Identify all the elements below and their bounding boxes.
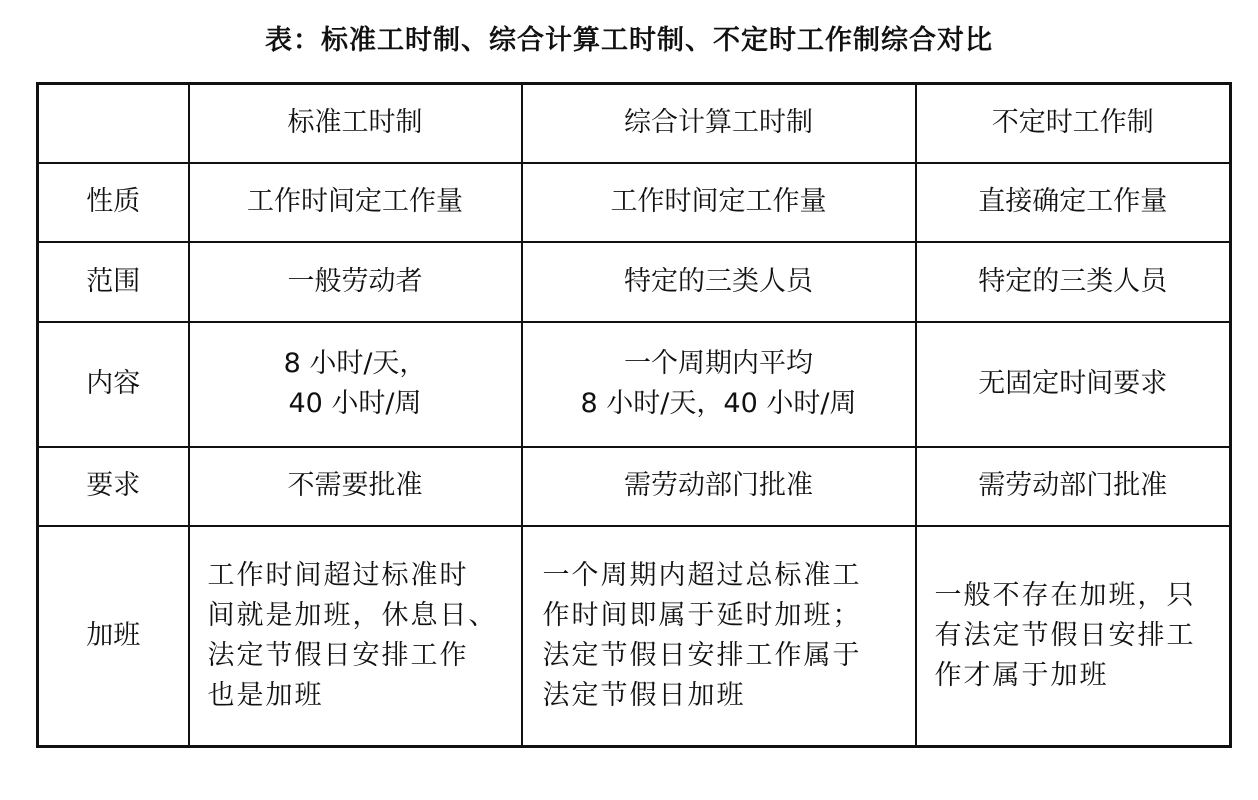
- cell-nature-flexible: [916, 163, 1231, 242]
- cell-line: 作时间即属于延时加班；: [542, 599, 862, 631]
- cell-line: 法定节假日加班: [542, 679, 746, 711]
- cell-line: 有法定节假日安排工: [934, 619, 1196, 651]
- cell-line: 一个周期内超过总标准工: [542, 559, 862, 591]
- cell-overtime-flexible: [916, 526, 1231, 747]
- cell-line: 需劳动部门批准: [624, 470, 813, 501]
- cell-content-comprehensive: [522, 322, 916, 447]
- cell-requirement-flexible: [916, 447, 1231, 526]
- cell-scope-flexible: [916, 242, 1231, 322]
- cell-line: 需劳动部门批准: [978, 470, 1168, 501]
- row-label-nature: 性质: [38, 163, 189, 242]
- cell-line: 间就是加班，休息日、: [207, 599, 498, 631]
- cell-overtime-comprehensive: [522, 526, 916, 747]
- cell-line: 工作时间定工作量: [247, 186, 463, 217]
- cell-line: 8 小时/天，40 小时/周: [580, 388, 857, 419]
- cell-line: 一个周期内平均: [624, 348, 813, 379]
- row-label-scope: 范围: [38, 242, 189, 322]
- cell-scope-standard: [189, 242, 522, 322]
- table-row: [38, 242, 1231, 322]
- cell-line: 8 小时/天，: [283, 348, 427, 379]
- cell-line: 法定节假日安排工作属于: [542, 639, 862, 671]
- cell-line: 无固定时间要求: [978, 368, 1168, 399]
- table-row: [38, 322, 1231, 447]
- cell-line: 不需要批准: [287, 470, 423, 501]
- comparison-table: [36, 82, 1232, 748]
- cell-line: 特定的三类人员: [978, 265, 1168, 297]
- cell-line: 工作时间定工作量: [610, 186, 827, 217]
- row-label-overtime: 加班: [38, 526, 189, 747]
- row-label-requirement: 要求: [38, 447, 189, 526]
- cell-line: 一般不存在加班，只: [934, 579, 1196, 611]
- cell-line: 法定节假日安排工作: [207, 639, 469, 671]
- table-title: 表：标准工时制、综合计算工时制、不定时工作制综合对比: [265, 25, 993, 56]
- cell-line: 40 小时/周: [288, 388, 422, 419]
- header-cell-comprehensive: 综合计算工时制: [522, 84, 916, 163]
- header-cell-empty: [38, 84, 189, 163]
- cell-requirement-comprehensive: [522, 447, 916, 526]
- header-cell-flexible: 不定时工作制: [916, 84, 1231, 163]
- cell-line: 特定的三类人员: [624, 265, 813, 297]
- table-row: [38, 526, 1231, 747]
- header-row: [38, 84, 1231, 163]
- cell-nature-comprehensive: [522, 163, 916, 242]
- cell-overtime-standard: [189, 526, 522, 747]
- cell-scope-comprehensive: [522, 242, 916, 322]
- cell-line: 也是加班: [207, 679, 324, 711]
- header-cell-standard: 标准工时制: [189, 84, 522, 163]
- row-label-content: 内容: [38, 322, 189, 447]
- cell-requirement-standard: [189, 447, 522, 526]
- cell-line: 直接确定工作量: [978, 186, 1168, 217]
- cell-content-standard: [189, 322, 522, 447]
- cell-content-flexible: [916, 322, 1231, 447]
- cell-line: 作才属于加班: [934, 659, 1109, 691]
- cell-line: 工作时间超过标准时: [207, 559, 469, 591]
- table-row: [38, 447, 1231, 526]
- cell-nature-standard: [189, 163, 522, 242]
- cell-line: 一般劳动者: [287, 265, 423, 297]
- table-row: [38, 163, 1231, 242]
